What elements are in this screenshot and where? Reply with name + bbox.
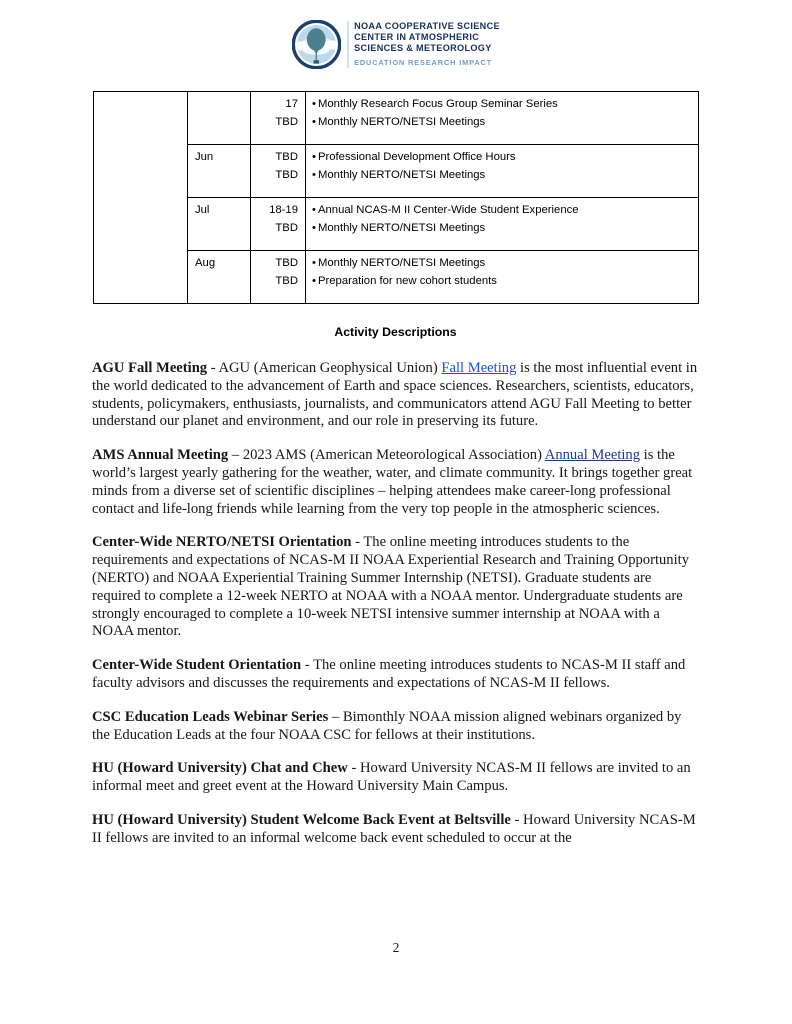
organization-cell-text: [94, 92, 187, 109]
description-separator: –: [328, 708, 343, 725]
description-item: [92, 657, 698, 693]
logo-title-line-3: SCIENCES & METEOROLOGY: [354, 43, 492, 54]
activity-text: Monthly NERTO/NETSI Meetings: [317, 257, 486, 269]
activity-item: [312, 167, 692, 185]
description-item: [92, 812, 698, 848]
page-number: 2: [392, 940, 400, 955]
description-term: Center-Wide NERTO/NETSI Orientation: [92, 534, 352, 551]
description-item: [92, 360, 698, 431]
schedule-table-body: [94, 92, 699, 304]
activity-text: Monthly Research Focus Group Seminar Series: [317, 98, 558, 110]
bullet-icon: •: [312, 274, 316, 287]
organization-cell: [94, 92, 188, 304]
month-label: Aug: [195, 257, 216, 269]
schedule-table-container: [93, 91, 698, 304]
bullet-icon: •: [312, 115, 316, 128]
description-term: Center-Wide Student Orientation: [92, 657, 302, 674]
month-cell: [188, 145, 251, 198]
description-separator: -: [510, 811, 524, 828]
activity-text: Monthly NERTO/NETSI Meetings: [317, 168, 486, 181]
noaa-weather-balloon-seal-icon: [292, 20, 341, 69]
organization-logo: [292, 20, 500, 69]
date-value: TBD: [275, 257, 298, 269]
description-separator: –: [228, 447, 243, 464]
month-cell: [188, 251, 251, 304]
bullet-icon: •: [312, 204, 316, 216]
annual-meeting-link[interactable]: Annual Meeting: [544, 447, 641, 464]
logo-wordmark: [347, 21, 500, 68]
month-label: Jun: [195, 151, 214, 163]
date-value: TBD: [275, 115, 298, 128]
date-value: 18-19: [269, 204, 298, 216]
description-term: HU (Howard University) Chat and Chew: [92, 760, 348, 777]
description-item: [92, 447, 698, 518]
date-cell: [251, 198, 306, 251]
month-label: Jul: [195, 204, 210, 216]
description-body: The online meeting introduces students to NCAS-M II staff and faculty advisors and discusses the requirements and expectations of NCAS-M II fellows.: [92, 657, 686, 691]
description-body: The online meeting introduces students to the requirements and expectations of NCAS-M II NOAA Experiential Research and Training Opportunity (NERTO) and NOAA Experiential Training Summer Internship (NETSI). Graduate students are required to complete a 12-week NERTO at NOAA with a NOAA mentor. Undergraduate students are strongly encouraged to complete a 10-week NETSI intensive summer internship at NOAA with a NOAA mentor.: [92, 534, 690, 640]
description-item: [92, 709, 698, 745]
table-row: [94, 92, 699, 145]
logo-title-line-2: CENTER IN ATMOSPHERIC: [354, 32, 480, 43]
schedule-table: [93, 91, 699, 304]
bullet-icon: •: [312, 221, 316, 234]
letterhead: [0, 0, 792, 88]
activity-item: [312, 96, 692, 114]
activity-cell: [306, 145, 699, 198]
description-item: [92, 534, 698, 641]
month-cell: [188, 198, 251, 251]
date-value: TBD: [275, 168, 298, 181]
date-value: 17: [285, 98, 298, 110]
activity-text: Monthly NERTO/NETSI Meetings: [317, 115, 486, 128]
description-separator: -: [347, 760, 360, 777]
description-body: Howard University NCAS-M II fellows are invited to an informal meet and greet event at the Howard University Main Campus.: [92, 760, 691, 795]
activity-item: [312, 255, 692, 273]
fall-meeting-link[interactable]: Fall Meeting: [441, 360, 517, 376]
description-body: Bimonthly NOAA mission aligned webinars organized by the Education Leads at the four NOAA CSC for fellows at their institutions.: [92, 708, 682, 743]
page-title: Activity Descriptions: [334, 325, 457, 339]
description-term: HU (Howard University) Student Welcome Back Event at Beltsville: [92, 811, 511, 828]
description-body-after-link: is the most influential event in the world dedicated to the advancement of Earth and space sciences. Researchers, scientists, educators, students, policymakers, enthusiasts, journalists, and communicators attend AGU Fall Meeting to better understand our planet and environment, and our role in preserving its future.: [92, 360, 698, 430]
date-cell: [251, 92, 306, 145]
bullet-icon: •: [312, 257, 316, 269]
activity-text: Preparation for new cohort students: [317, 274, 497, 287]
activity-item: [312, 273, 692, 291]
date-value: TBD: [275, 221, 298, 234]
logo-title-line-1: NOAA COOPERATIVE SCIENCE: [354, 20, 500, 31]
activity-item: [312, 149, 692, 167]
activity-cell: [306, 92, 699, 145]
activity-item: [312, 202, 692, 220]
bullet-icon: •: [312, 98, 316, 110]
date-cell: [251, 251, 306, 304]
logo-tagline: EDUCATION RESEARCH IMPACT: [354, 58, 493, 68]
activity-text: Annual NCAS-M II Center-Wide Student Experience: [317, 204, 579, 216]
bullet-icon: •: [312, 151, 316, 163]
description-term: AGU Fall Meeting: [92, 360, 208, 376]
description-body-after-link: is the world’s largest yearly gathering for the weather, water, and climate community. It brings together great minds from a diverse set of scientific disciplines – helping attendees make career-long professional contact and life-long friends while learning from the very top people in the atmospheric sciences.: [92, 447, 693, 517]
activity-text: Professional Development Office Hours: [317, 151, 516, 163]
date-value: TBD: [275, 274, 298, 287]
activity-item: [312, 114, 692, 132]
description-separator: -: [301, 657, 314, 674]
date-value: TBD: [275, 151, 298, 163]
activity-item: [312, 220, 692, 238]
activity-descriptions-list: [92, 360, 698, 848]
date-cell: [251, 145, 306, 198]
bullet-icon: •: [312, 168, 316, 181]
activity-text: Monthly NERTO/NETSI Meetings: [317, 221, 486, 234]
description-term: CSC Education Leads Webinar Series: [92, 708, 329, 725]
description-body: Howard University NCAS-M II fellows are invited to an informal welcome back event scheduled to occur at the: [92, 811, 696, 846]
description-term: AMS Annual Meeting: [92, 447, 229, 464]
month-cell: [188, 92, 251, 145]
description-body-before-link: 2023 AMS (American Meteorological Association): [242, 447, 545, 464]
activity-cell: [306, 251, 699, 304]
description-separator: -: [207, 360, 219, 376]
activity-cell: [306, 198, 699, 251]
description-separator: -: [351, 534, 364, 551]
description-item: [92, 760, 698, 796]
description-body-before-link: AGU (American Geophysical Union): [218, 360, 442, 376]
